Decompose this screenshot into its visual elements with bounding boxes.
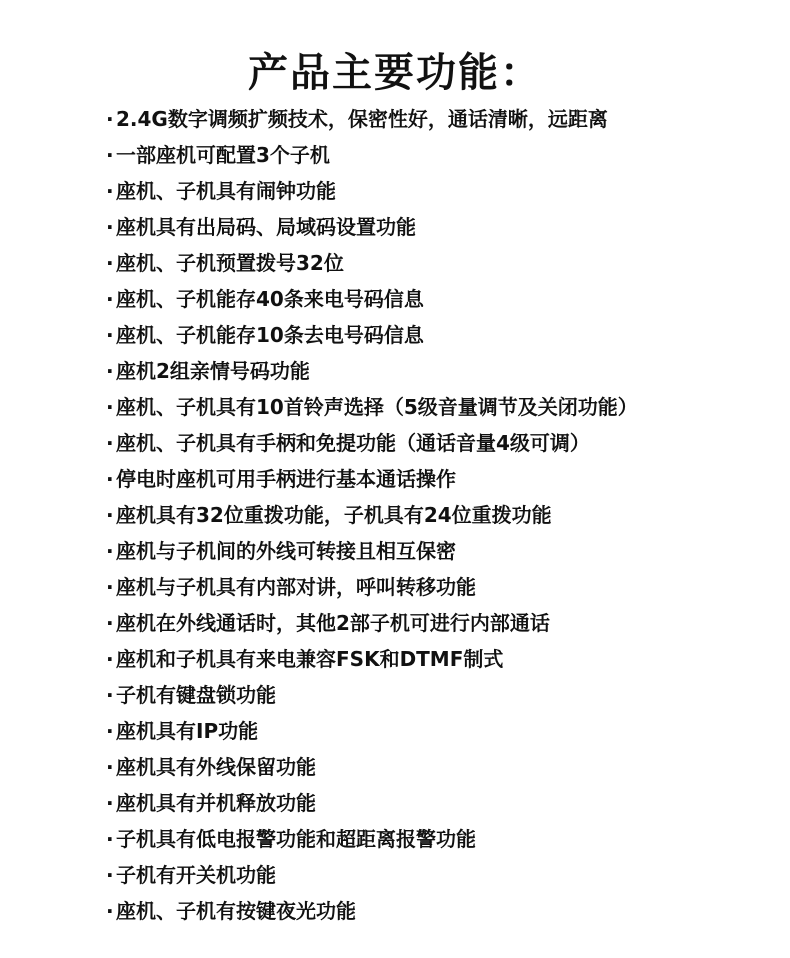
feature-text: 座机、子机具有手柄和免提功能（通话音量4级可调） [116,431,590,455]
feature-text: 停电时座机可用手柄进行基本通话操作 [116,467,456,491]
feature-item [106,713,638,749]
bullet-dot: · [106,431,114,455]
feature-text: 座机2组亲情号码功能 [116,359,310,383]
feature-item [106,569,638,605]
bullet-dot: · [106,467,114,491]
feature-text: 座机与子机间的外线可转接且相互保密 [116,539,456,563]
feature-text: 座机、子机能存10条去电号码信息 [116,323,424,347]
feature-item [106,209,638,245]
bullet-dot: · [106,863,114,887]
feature-item [106,101,638,137]
feature-item [106,677,638,713]
feature-text: 座机在外线通话时，其他2部子机可进行内部通话 [116,611,550,635]
feature-text: 座机、子机预置拨号32位 [116,251,344,275]
bullet-dot: · [106,755,114,779]
feature-item [106,425,638,461]
bullet-dot: · [106,899,114,923]
feature-item [106,605,638,641]
feature-text: 2.4G数字调频扩频技术，保密性好，通话清晰，远距离 [116,107,608,131]
bullet-dot: · [106,503,114,527]
feature-text: 座机、子机具有10首铃声选择（5级音量调节及关闭功能） [116,395,638,419]
bullet-dot: · [106,323,114,347]
feature-item [106,137,638,173]
bullet-dot: · [106,719,114,743]
bullet-dot: · [106,539,114,563]
feature-item [106,821,638,857]
feature-list [106,101,638,929]
feature-text: 座机具有出局码、局域码设置功能 [116,215,416,239]
feature-item [106,461,638,497]
feature-text: 座机具有IP功能 [116,719,259,743]
feature-text: 一部座机可配置3个子机 [116,143,330,167]
bullet-dot: · [106,143,114,167]
feature-item [106,749,638,785]
feature-text: 座机、子机能存40条来电号码信息 [116,287,424,311]
feature-text: 座机、子机有按键夜光功能 [116,899,356,923]
bullet-dot: · [106,827,114,851]
feature-item [106,893,638,929]
feature-text: 子机有开关机功能 [116,863,276,887]
bullet-dot: · [106,575,114,599]
bullet-dot: · [106,683,114,707]
bullet-dot: · [106,179,114,203]
feature-item [106,533,638,569]
feature-item [106,389,638,425]
feature-text: 座机具有外线保留功能 [116,755,316,779]
feature-item [106,245,638,281]
feature-item [106,641,638,677]
bullet-dot: · [106,107,114,131]
bullet-dot: · [106,215,114,239]
bullet-dot: · [106,395,114,419]
feature-item [106,317,638,353]
feature-text: 座机与子机具有内部对讲，呼叫转移功能 [116,575,476,599]
feature-item [106,497,638,533]
feature-item [106,281,638,317]
bullet-dot: · [106,611,114,635]
feature-text: 座机具有32位重拨功能，子机具有24位重拨功能 [116,503,552,527]
feature-text: 座机、子机具有闹钟功能 [116,179,336,203]
feature-item [106,173,638,209]
feature-item [106,353,638,389]
bullet-dot: · [106,287,114,311]
bullet-dot: · [106,251,114,275]
page-title: 产品主要功能： [248,49,542,96]
feature-text: 子机有键盘锁功能 [116,683,276,707]
feature-text: 座机具有并机释放功能 [116,791,316,815]
feature-item [106,857,638,893]
bullet-dot: · [106,359,114,383]
feature-text: 座机和子机具有来电兼容FSK和DTMF制式 [116,647,504,671]
feature-text: 子机具有低电报警功能和超距离报警功能 [116,827,476,851]
bullet-dot: · [106,791,114,815]
bullet-dot: · [106,647,114,671]
feature-item [106,785,638,821]
